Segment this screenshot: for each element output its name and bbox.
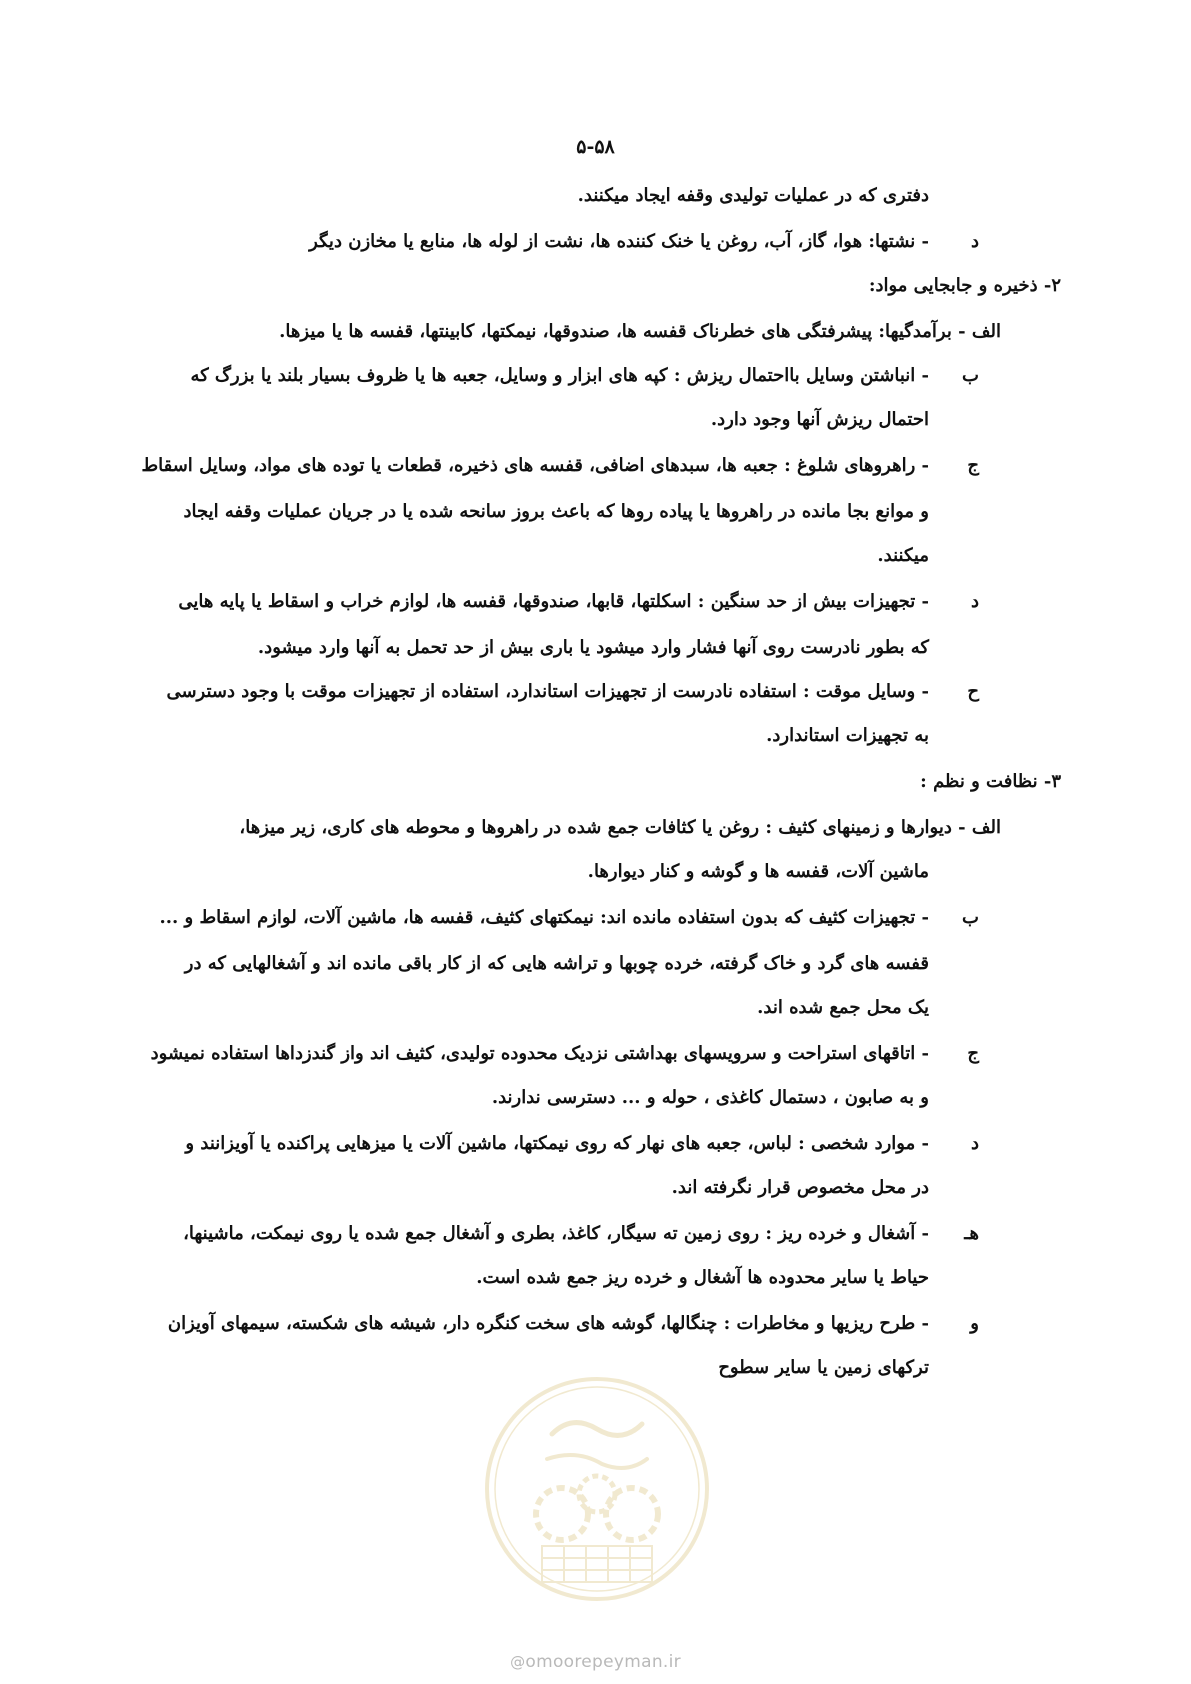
list-item-text: در محل مخصوص قرار نگرفته اند. <box>671 1177 929 1198</box>
list-marker: د <box>970 591 979 612</box>
seal-logo-icon <box>482 1374 712 1604</box>
list-item-text: - انباشتن وسایل بااحتمال ریزش : کپه های ابزار و وسایل، جعبه ها یا ظروف بسیار بلند یا بزرگ که <box>190 365 929 386</box>
list-item-text: - تجهیزات کثیف که بدون استفاده مانده اند: نیمکتهای کثیف، قفسه ها، ماشین آلات، لوازم اسقاط و ... <box>159 907 929 928</box>
list-item-text: - موارد شخصی : لباس، جعبه های نهار که روی نیمکتها، ماشین آلات یا میزهایی پراکنده یا آویزانند و <box>185 1133 929 1154</box>
list-marker: ب <box>962 907 979 928</box>
list-marker: ج <box>967 455 979 476</box>
footer-url-text: omoorepeyman.ir <box>525 1652 681 1672</box>
list-marker: ب <box>962 365 979 386</box>
list-item-text: ماشین آلات، قفسه ها و گوشه و کنار دیوارها. <box>587 861 929 882</box>
list-item-text: قفسه های گرد و خاک گرفته، خرده چوبها و تراشه هایی که از کار باقی مانده اند و آشغالهایی که در <box>184 953 929 974</box>
list-marker: هـ <box>964 1223 979 1244</box>
list-marker: ج <box>967 1043 979 1064</box>
list-item-text: - تجهیزات بیش از حد سنگین : اسکلتها، قابها، صندوقها، قفسه ها، لوازم خراب و اسقاط یا پایه هایی <box>178 591 929 612</box>
list-item-text: - آشغال و خرده ریز : روی زمین ته سیگار، کاغذ، بطری و آشغال جمع شده یا روی نیمکت، ماشینها، <box>183 1223 929 1244</box>
list-item-text: - راهروهای شلوغ : جعبه ها، سبدهای اضافی، قفسه های ذخیره، قطعات یا توده های مواد، وسایل اسقاط <box>141 455 929 476</box>
list-item-text: - وسایل موقت : استفاده نادرست از تجهیزات استاندارد، استفاده از تجهیزات موقت با وجود دسترسی <box>166 681 929 702</box>
list-item-text: حیاط یا سایر محدوده ها آشغال و خرده ریز جمع شده است. <box>476 1267 929 1288</box>
list-item-text: ترکهای زمین یا سایر سطوح <box>718 1357 929 1378</box>
intro-line: دفتری که در عملیات تولیدی وقفه ایجاد میکنند. <box>577 185 929 206</box>
list-item-text: الف - برآمدگیها: پیشرفتگی های خطرناک قفسه ها، صندوقها، نیمکتها، کابینتها، قفسه ها یا میزها. <box>279 321 1001 342</box>
list-item-text: به تجهیزات استاندارد. <box>766 725 929 746</box>
list-marker: ح <box>967 681 979 702</box>
footer-url <box>0 1652 1191 1672</box>
page-number: ۵-۵۸ <box>576 136 615 158</box>
at-icon: @ <box>510 1653 526 1671</box>
list-item-text: احتمال ریزش آنها وجود دارد. <box>710 409 929 430</box>
list-marker: د <box>970 231 979 252</box>
list-item-text: و به صابون ، دستمال کاغذی ، حوله و ... دسترسی ندارند. <box>491 1087 929 1108</box>
list-item-text: - نشتها: هوا، گاز، آب، روغن یا خنک کننده ها، نشت از لوله ها، منابع یا مخازن دیگر <box>309 231 929 252</box>
list-item-text: - اتاقهای استراحت و سرویسهای بهداشتی نزدیک محدوده تولیدی، کثیف اند واز گندزداها استفاده نمیشود <box>150 1043 929 1064</box>
list-item-text: یک محل جمع شده اند. <box>757 997 929 1018</box>
list-item-text: الف - دیوارها و زمینهای کثیف : روغن یا کثافات جمع شده در راهروها و محوطه های کاری، زیر میزها، <box>239 817 1001 838</box>
list-item-text: و موانع بجا مانده در راهروها یا پیاده روها که باعث بروز سانحه شده یا در جریان عملیات وقفه ایجاد <box>183 501 929 522</box>
section-heading: ۳- نظافت و نظم : <box>920 771 1061 792</box>
list-item-text: - طرح ریزیها و مخاطرات : چنگالها، گوشه های سخت کنگره دار، شیشه های شکسته، سیمهای آویزان <box>167 1313 929 1334</box>
list-marker: و <box>970 1313 979 1334</box>
list-marker: د <box>970 1133 979 1154</box>
list-item-text: که بطور نادرست روی آنها فشار وارد میشود یا باری بیش از حد تحمل به آنها وارد میشود. <box>257 637 929 658</box>
list-item-text: میکنند. <box>877 545 929 566</box>
section-heading: ۲- ذخیره و جابجایی مواد: <box>868 275 1061 296</box>
